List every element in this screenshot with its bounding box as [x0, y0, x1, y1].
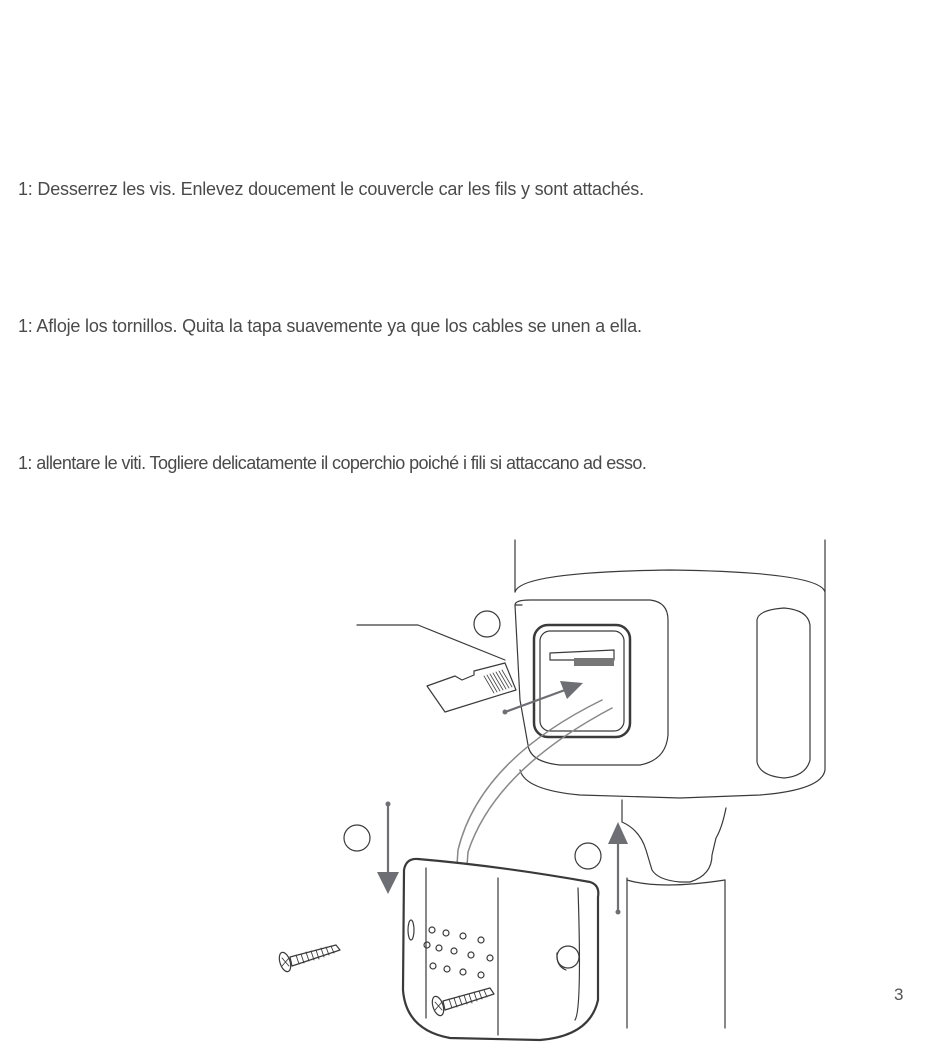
- leader-line: [357, 625, 505, 660]
- page-number: 3: [894, 985, 904, 1004]
- camera-cover-removal-illustration: [0, 530, 950, 1044]
- cover-down-arrow: [377, 802, 399, 895]
- step-circles: [344, 611, 601, 869]
- instruction-italian: 1: allentare le viti. Togliere delicatamente il coperchio poiché i fili si attaccano ad esso.: [18, 453, 647, 473]
- camera-body: [515, 540, 825, 798]
- instruction-spanish: 1: Afloje los tornillos. Quita la tapa suavemente ya que los cables se unen a ella.: [18, 316, 642, 336]
- removed-cover: [403, 859, 598, 1040]
- instruction-french: 1: Desserrez les vis. Enlevez doucement le couvercle car les fils y sont attachés.: [18, 179, 644, 199]
- camera-stand: [622, 800, 726, 1028]
- micro-sd-card: [427, 663, 516, 712]
- sd-card-slot: [534, 625, 630, 737]
- cover-up-arrow: [608, 822, 628, 915]
- screw-left: [277, 945, 340, 973]
